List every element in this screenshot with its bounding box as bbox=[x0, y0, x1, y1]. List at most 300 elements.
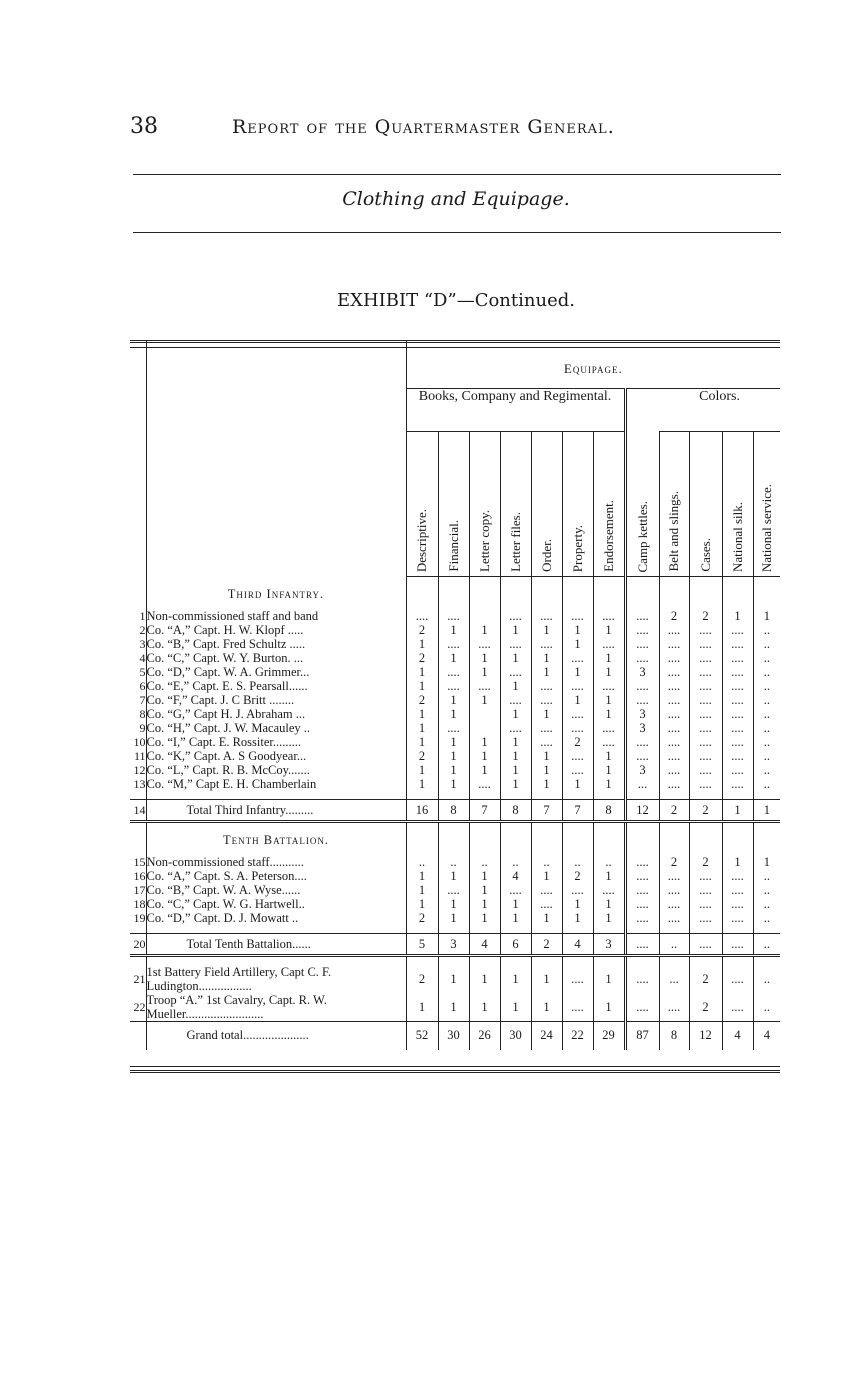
row-label: Grand total..................... bbox=[146, 1021, 406, 1050]
table-cell: 4 bbox=[753, 1021, 780, 1050]
table-cell: .... bbox=[659, 735, 689, 749]
table-cell: 1 bbox=[469, 911, 500, 925]
table-cell bbox=[500, 577, 531, 609]
table-cell: 1 bbox=[438, 735, 469, 749]
table-cell: .... bbox=[722, 735, 753, 749]
table-cell: .. bbox=[753, 735, 780, 749]
table-cell bbox=[659, 955, 689, 965]
row-label: Co. “A,” Capt. H. W. Klopf ..... bbox=[146, 623, 406, 637]
table-cell: .. bbox=[753, 749, 780, 763]
table-cell: .... bbox=[722, 637, 753, 651]
table-cell: .... bbox=[438, 637, 469, 651]
table-cell: .... bbox=[659, 911, 689, 925]
table-cell: .... bbox=[689, 693, 722, 707]
table-cell bbox=[438, 791, 469, 800]
table-row bbox=[130, 651, 780, 665]
table-cell: .. bbox=[659, 933, 689, 955]
table-cell bbox=[593, 955, 625, 965]
table-cell: 1 bbox=[593, 993, 625, 1022]
table-cell: .... bbox=[625, 609, 659, 623]
table-cell: 1 bbox=[406, 721, 438, 735]
table-cell: .. bbox=[469, 855, 500, 869]
table-cell bbox=[438, 955, 469, 965]
line-number: 16 bbox=[133, 868, 146, 883]
row-label: 1st Battery Field Artillery, Capt C. F. Ludington................. bbox=[146, 965, 406, 993]
equipage-header: Equipage. bbox=[406, 340, 780, 389]
table-cell: 22 bbox=[562, 1021, 593, 1050]
line-number bbox=[130, 925, 146, 934]
table-cell: .... bbox=[438, 665, 469, 679]
table-cell: 1 bbox=[500, 623, 531, 637]
table-cell: .... bbox=[625, 911, 659, 925]
table-cell: 1 bbox=[438, 623, 469, 637]
table-cell: .... bbox=[562, 609, 593, 623]
table-cell: .. bbox=[753, 693, 780, 707]
column-header bbox=[625, 432, 659, 577]
table-cell: .... bbox=[625, 651, 659, 665]
table-cell: .. bbox=[753, 651, 780, 665]
table-cell: .... bbox=[625, 993, 659, 1022]
table-cell: .... bbox=[531, 897, 562, 911]
table-cell: .... bbox=[562, 679, 593, 693]
line-number-head bbox=[130, 340, 146, 577]
section-heading: Third Infantry. bbox=[146, 577, 406, 609]
table-cell: .... bbox=[722, 693, 753, 707]
table-cell: 1 bbox=[753, 799, 780, 821]
row-label: Co. “B,” Capt. Fred Schultz ..... bbox=[146, 637, 406, 651]
table-cell: .... bbox=[562, 749, 593, 763]
table-cell bbox=[659, 925, 689, 934]
table-cell: 30 bbox=[438, 1021, 469, 1050]
table-cell: .... bbox=[531, 883, 562, 897]
table-cell: 1 bbox=[438, 651, 469, 665]
line-number: 18 bbox=[133, 896, 146, 911]
table-cell: .... bbox=[689, 777, 722, 791]
table-row bbox=[130, 609, 780, 623]
table-cell: 8 bbox=[659, 1021, 689, 1050]
table-cell: .... bbox=[722, 679, 753, 693]
table-cell: .... bbox=[722, 911, 753, 925]
table-cell: 1 bbox=[531, 707, 562, 721]
table-cell: .... bbox=[659, 993, 689, 1022]
table-cell bbox=[406, 791, 438, 800]
page-number: 38 bbox=[130, 114, 158, 139]
table-cell: 2 bbox=[406, 965, 438, 993]
table-cell: .. bbox=[753, 883, 780, 897]
line-number: 21 bbox=[133, 971, 146, 986]
table-cell: .... bbox=[625, 933, 659, 955]
table-cell: .... bbox=[625, 749, 659, 763]
table-cell bbox=[722, 925, 753, 934]
table-cell: 2 bbox=[406, 911, 438, 925]
column-header bbox=[659, 432, 689, 577]
table-cell: .... bbox=[500, 883, 531, 897]
column-header-label: Letter copy. bbox=[476, 510, 492, 572]
table-row bbox=[130, 965, 780, 993]
table-row bbox=[130, 1021, 780, 1050]
table-cell: 12 bbox=[625, 799, 659, 821]
table-cell: .... bbox=[469, 679, 500, 693]
table-cell: .... bbox=[593, 679, 625, 693]
table-cell: .... bbox=[531, 721, 562, 735]
table-row bbox=[130, 883, 780, 897]
table-cell: 1 bbox=[438, 707, 469, 721]
table-cell: 1 bbox=[531, 623, 562, 637]
table-cell bbox=[659, 821, 689, 855]
column-header bbox=[593, 432, 625, 577]
table-cell: .... bbox=[722, 721, 753, 735]
table-cell: 1 bbox=[531, 911, 562, 925]
table-cell: 4 bbox=[562, 933, 593, 955]
table-cell bbox=[593, 791, 625, 800]
table-cell bbox=[469, 609, 500, 623]
table-cell: .. bbox=[753, 965, 780, 993]
column-header bbox=[753, 432, 780, 577]
table-cell bbox=[469, 577, 500, 609]
table-cell bbox=[500, 925, 531, 934]
table-cell: 7 bbox=[469, 799, 500, 821]
table-cell: .... bbox=[689, 763, 722, 777]
table-cell: 1 bbox=[562, 693, 593, 707]
table-cell: .... bbox=[659, 869, 689, 883]
line-number bbox=[130, 577, 146, 609]
table-cell: 16 bbox=[406, 799, 438, 821]
table-cell: .... bbox=[689, 623, 722, 637]
table-cell: .... bbox=[659, 679, 689, 693]
table-cell: 2 bbox=[689, 965, 722, 993]
table-cell: .. bbox=[753, 679, 780, 693]
table-cell: .. bbox=[753, 665, 780, 679]
table-cell: .. bbox=[753, 637, 780, 651]
line-number: 4 bbox=[139, 650, 146, 665]
table-cell: 8 bbox=[500, 799, 531, 821]
table-cell: .... bbox=[500, 609, 531, 623]
column-header bbox=[469, 432, 500, 577]
equipage-table bbox=[130, 340, 780, 1050]
table-cell bbox=[531, 791, 562, 800]
table-cell: 1 bbox=[500, 965, 531, 993]
table-cell: .... bbox=[625, 637, 659, 651]
table-cell bbox=[500, 791, 531, 800]
table-cell bbox=[625, 577, 659, 609]
table-cell: 1 bbox=[593, 911, 625, 925]
table-row bbox=[130, 679, 780, 693]
table-cell: .. bbox=[753, 933, 780, 955]
table-cell bbox=[531, 821, 562, 855]
column-header-label: National silk. bbox=[729, 501, 745, 572]
table-cell: 1 bbox=[562, 777, 593, 791]
table-cell: 3 bbox=[625, 665, 659, 679]
table-cell: 2 bbox=[689, 993, 722, 1022]
table-cell: 1 bbox=[531, 777, 562, 791]
table-cell: .... bbox=[500, 721, 531, 735]
table-cell: 1 bbox=[593, 665, 625, 679]
table-cell: .... bbox=[689, 911, 722, 925]
description-head bbox=[146, 340, 406, 577]
table-cell: 1 bbox=[562, 897, 593, 911]
table-cell: .. bbox=[753, 763, 780, 777]
table-cell: .... bbox=[562, 993, 593, 1022]
table-cell: .... bbox=[531, 609, 562, 623]
table-cell: 3 bbox=[625, 763, 659, 777]
line-number: 20 bbox=[130, 933, 146, 955]
table-cell: .... bbox=[659, 763, 689, 777]
row-label: Co. “C,” Capt. W. G. Hartwell.. bbox=[146, 897, 406, 911]
table-cell: 1 bbox=[469, 993, 500, 1022]
line-number: 5 bbox=[139, 664, 146, 679]
running-head: Report of the Quartermaster General. bbox=[232, 116, 615, 138]
table-cell: 1 bbox=[469, 749, 500, 763]
section-title: Clothing and Equipage. bbox=[342, 188, 570, 210]
table-cell: 1 bbox=[593, 651, 625, 665]
table-cell: .... bbox=[593, 883, 625, 897]
column-header bbox=[438, 432, 469, 577]
table-cell: 1 bbox=[469, 665, 500, 679]
header-rule-bottom bbox=[133, 232, 781, 233]
table-row bbox=[130, 869, 780, 883]
table-cell: 1 bbox=[500, 735, 531, 749]
table-cell bbox=[689, 925, 722, 934]
column-header-label: Order. bbox=[538, 539, 554, 572]
table-cell: .... bbox=[625, 679, 659, 693]
table-cell: .. bbox=[406, 855, 438, 869]
table-cell bbox=[469, 925, 500, 934]
line-number bbox=[130, 1021, 146, 1050]
line-number: 3 bbox=[139, 636, 146, 651]
table-cell: .. bbox=[753, 721, 780, 735]
table-cell: 1 bbox=[593, 897, 625, 911]
table-cell: 2 bbox=[689, 855, 722, 869]
table-cell: 3 bbox=[625, 707, 659, 721]
table-cell bbox=[531, 577, 562, 609]
table-bottom-rule bbox=[130, 1066, 780, 1073]
table-cell: .. bbox=[753, 993, 780, 1022]
table-cell bbox=[562, 955, 593, 965]
table-cell: .... bbox=[722, 965, 753, 993]
row-label: Co. “G,” Capt H. J. Abraham ... bbox=[146, 707, 406, 721]
table-cell: .. bbox=[753, 707, 780, 721]
table-cell: 1 bbox=[593, 777, 625, 791]
row-label: Total Third Infantry......... bbox=[146, 799, 406, 821]
table-cell: 3 bbox=[438, 933, 469, 955]
table-cell bbox=[593, 577, 625, 609]
table-cell: .... bbox=[659, 707, 689, 721]
column-header-label: Property. bbox=[569, 524, 585, 572]
table-cell: .... bbox=[722, 933, 753, 955]
table-cell: .... bbox=[659, 721, 689, 735]
table-cell: .... bbox=[659, 749, 689, 763]
table-cell bbox=[438, 925, 469, 934]
table-cell: 5 bbox=[406, 933, 438, 955]
table-cell: .... bbox=[562, 707, 593, 721]
table-cell: .... bbox=[722, 623, 753, 637]
table-cell: 1 bbox=[562, 911, 593, 925]
table-cell bbox=[625, 955, 659, 965]
table-cell bbox=[562, 821, 593, 855]
line-number: 12 bbox=[133, 762, 146, 777]
table-cell: .... bbox=[469, 637, 500, 651]
table-cell: .... bbox=[722, 993, 753, 1022]
line-number: 11 bbox=[133, 748, 146, 763]
table-cell: 1 bbox=[593, 749, 625, 763]
table-cell bbox=[500, 955, 531, 965]
table-cell: 2 bbox=[562, 869, 593, 883]
table-cell bbox=[438, 577, 469, 609]
table-cell: .... bbox=[689, 665, 722, 679]
table-cell: 1 bbox=[406, 883, 438, 897]
table-row bbox=[130, 721, 780, 735]
line-number: 2 bbox=[139, 622, 146, 637]
table-cell: 1 bbox=[469, 623, 500, 637]
table-cell: .. bbox=[438, 855, 469, 869]
table-cell: 1 bbox=[753, 609, 780, 623]
table-cell: 1 bbox=[593, 623, 625, 637]
row-label: Co. “I,” Capt. E. Rossiter......... bbox=[146, 735, 406, 749]
table-cell: 1 bbox=[406, 763, 438, 777]
table-cell bbox=[406, 821, 438, 855]
table-cell bbox=[722, 955, 753, 965]
line-number bbox=[130, 955, 146, 965]
table-cell bbox=[753, 821, 780, 855]
table-cell: 1 bbox=[500, 651, 531, 665]
table-cell bbox=[722, 577, 753, 609]
table-cell: 1 bbox=[593, 693, 625, 707]
table-cell: .... bbox=[659, 897, 689, 911]
table-cell: .... bbox=[562, 965, 593, 993]
table-cell bbox=[531, 925, 562, 934]
books-group-header: Books, Company and Regimental. bbox=[406, 389, 625, 432]
table-cell: 1 bbox=[469, 897, 500, 911]
table-cell: .... bbox=[689, 651, 722, 665]
table-cell: .. bbox=[531, 855, 562, 869]
table-cell: .... bbox=[722, 707, 753, 721]
table-cell: .... bbox=[689, 933, 722, 955]
table-cell: .... bbox=[722, 651, 753, 665]
table-cell: 1 bbox=[531, 993, 562, 1022]
table-cell: .... bbox=[722, 883, 753, 897]
column-header bbox=[531, 432, 562, 577]
table-cell: ... bbox=[625, 777, 659, 791]
table-cell bbox=[500, 821, 531, 855]
table-cell: .... bbox=[689, 869, 722, 883]
table-cell bbox=[593, 821, 625, 855]
table-row bbox=[130, 763, 780, 777]
line-number: 10 bbox=[133, 734, 146, 749]
table-cell bbox=[469, 707, 500, 721]
table-row bbox=[130, 735, 780, 749]
table-cell bbox=[659, 791, 689, 800]
table-cell: .... bbox=[438, 883, 469, 897]
table-cell: 24 bbox=[531, 1021, 562, 1050]
column-header-label: Belt and slings. bbox=[666, 491, 681, 572]
table-cell: .... bbox=[531, 679, 562, 693]
table-row bbox=[130, 623, 780, 637]
row-label: Total Tenth Battalion...... bbox=[146, 933, 406, 955]
table-row bbox=[130, 637, 780, 651]
table-cell: .. bbox=[593, 855, 625, 869]
table-cell: 1 bbox=[469, 869, 500, 883]
table-cell: .... bbox=[625, 693, 659, 707]
table-cell: 1 bbox=[500, 749, 531, 763]
column-header-label: Descriptive. bbox=[414, 508, 429, 572]
table-cell: .. bbox=[753, 869, 780, 883]
table-cell: .... bbox=[722, 897, 753, 911]
spacer-row bbox=[130, 955, 780, 965]
table-cell: .... bbox=[689, 897, 722, 911]
table-cell: 1 bbox=[438, 749, 469, 763]
table-cell bbox=[689, 791, 722, 800]
exhibit-title: EXHIBIT “D”—Continued. bbox=[337, 290, 575, 311]
table-row bbox=[130, 707, 780, 721]
table-cell bbox=[469, 821, 500, 855]
table-cell bbox=[562, 577, 593, 609]
line-number: 1 bbox=[139, 608, 146, 623]
table-cell: 1 bbox=[469, 735, 500, 749]
table-cell: .... bbox=[625, 965, 659, 993]
table-cell: 1 bbox=[469, 763, 500, 777]
table-cell: 1 bbox=[531, 763, 562, 777]
table-cell: 1 bbox=[406, 707, 438, 721]
table-cell: .... bbox=[689, 749, 722, 763]
table-cell: .... bbox=[562, 721, 593, 735]
table-cell bbox=[406, 955, 438, 965]
table-cell: 2 bbox=[689, 799, 722, 821]
table-cell: .... bbox=[625, 623, 659, 637]
column-header-label: Letter files. bbox=[507, 512, 523, 572]
column-header bbox=[500, 432, 531, 577]
table-cell: .... bbox=[625, 869, 659, 883]
table-cell: .... bbox=[625, 883, 659, 897]
row-label: Co. “C,” Capt. W. Y. Burton. ... bbox=[146, 651, 406, 665]
line-number bbox=[130, 821, 146, 855]
table-cell: 1 bbox=[406, 869, 438, 883]
column-header-label: Cases. bbox=[697, 538, 713, 572]
table-cell: 7 bbox=[562, 799, 593, 821]
table-cell: .... bbox=[689, 721, 722, 735]
table-cell: 1 bbox=[531, 965, 562, 993]
table-cell: 1 bbox=[593, 707, 625, 721]
table-cell: 1 bbox=[593, 763, 625, 777]
table-cell: .. bbox=[562, 855, 593, 869]
table-cell: .... bbox=[469, 777, 500, 791]
table-cell bbox=[406, 925, 438, 934]
row-label: Co. “D,” Capt. W. A. Grimmer... bbox=[146, 665, 406, 679]
table-cell: 1 bbox=[406, 993, 438, 1022]
table-cell bbox=[562, 925, 593, 934]
table-cell: .... bbox=[659, 777, 689, 791]
table-cell: .. bbox=[753, 911, 780, 925]
table-cell: .... bbox=[593, 637, 625, 651]
section-row bbox=[130, 821, 780, 855]
table-cell: .... bbox=[689, 735, 722, 749]
table-cell: .... bbox=[593, 721, 625, 735]
table-cell: 26 bbox=[469, 1021, 500, 1050]
table-cell: .... bbox=[659, 883, 689, 897]
table-cell: 1 bbox=[593, 869, 625, 883]
table-cell: 1 bbox=[531, 869, 562, 883]
table-cell: 1 bbox=[438, 693, 469, 707]
table-cell bbox=[722, 791, 753, 800]
table-cell bbox=[753, 791, 780, 800]
table-cell bbox=[562, 791, 593, 800]
table-cell: 1 bbox=[438, 869, 469, 883]
table-cell: 1 bbox=[500, 777, 531, 791]
column-header bbox=[406, 432, 438, 577]
table-cell bbox=[753, 925, 780, 934]
table-cell: .... bbox=[625, 735, 659, 749]
table-cell: 1 bbox=[438, 965, 469, 993]
table-cell: .... bbox=[659, 623, 689, 637]
